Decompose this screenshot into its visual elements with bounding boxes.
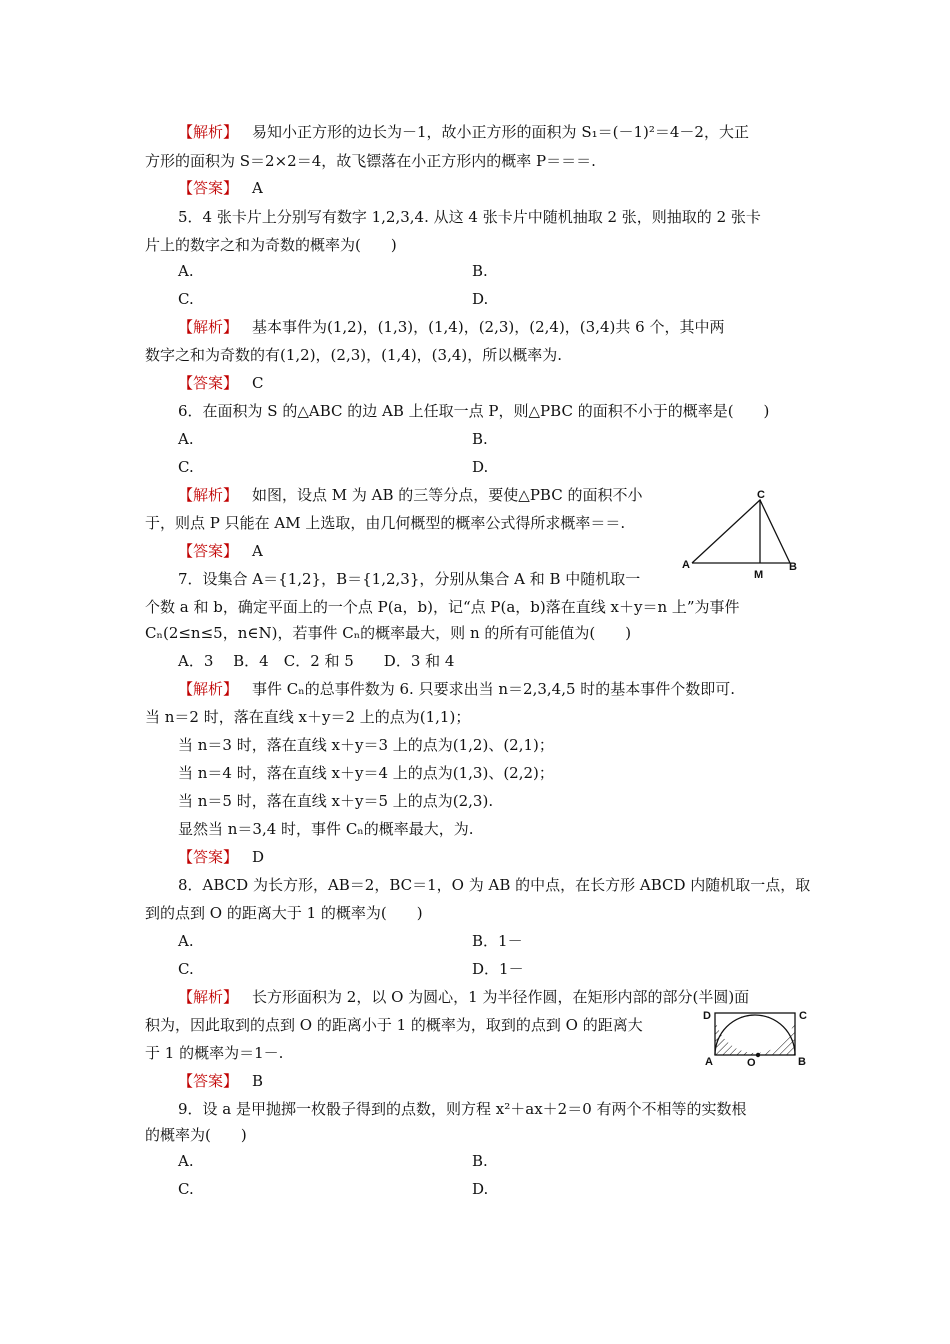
q8-stem-2: 到的点到 O 的距离大于 1 的概率为( ) bbox=[145, 904, 423, 922]
q7-answer-value: D bbox=[252, 848, 265, 866]
triangle-outline bbox=[692, 500, 790, 563]
answer-tag: 【答案】 bbox=[178, 1072, 239, 1090]
q6-analysis-line-2: 于，则点 P 只能在 AM 上选取，由几何概型的概率公式得所求概率＝＝. bbox=[145, 514, 626, 532]
analysis-tag: 【解析】 bbox=[178, 988, 239, 1006]
q5-option-b: B. bbox=[472, 262, 488, 280]
answer-tag: 【答案】 bbox=[178, 179, 239, 197]
label-m: M bbox=[754, 569, 764, 581]
q7-analysis-line-6: 显然当 n＝3,4 时，事件 Cₙ的概率最大，为. bbox=[178, 820, 474, 838]
q9-option-d: D. bbox=[472, 1180, 489, 1198]
q7-analysis-line-5: 当 n＝5 时，落在直线 x＋y＝5 上的点为(2,3). bbox=[178, 792, 494, 810]
analysis-tag: 【解析】 bbox=[178, 318, 239, 336]
q5-answer-value: C bbox=[252, 374, 264, 392]
triangle-figure bbox=[680, 488, 800, 583]
answer-tag: 【答案】 bbox=[178, 542, 239, 560]
q5-stem: 5．4 张卡片上分别写有数字 1,2,3,4. 从这 4 张卡片中随机抽取 2 张，则抽取的 2 张卡 bbox=[178, 208, 761, 226]
q9-option-a: A. bbox=[178, 1152, 194, 1170]
analysis-tag: 【解析】 bbox=[178, 123, 239, 141]
q9-stem: 9．设 a 是甲抛掷一枚骰子得到的点数，则方程 x²＋ax＋2＝0 有两个不相等的实数根 bbox=[178, 1100, 747, 1118]
q4-answer bbox=[178, 177, 263, 199]
q7-options: A．3 B．4 C．2 和 5 D．3 和 4 bbox=[178, 652, 455, 670]
q8-option-a: A. bbox=[178, 932, 194, 950]
q6-option-d: D. bbox=[472, 458, 489, 476]
q6-analysis-text: 如图，设点 M 为 AB 的三等分点，要使△PBC 的面积不小 bbox=[252, 486, 643, 504]
q7-analysis-line-3: 当 n＝3 时，落在直线 x＋y＝3 上的点为(1,2)、(2,1)； bbox=[178, 736, 554, 754]
q5-analysis-text: 基本事件为(1,2)，(1,3)，(1,4)，(2,3)，(2,4)，(3,4)共 6 个，其中两 bbox=[252, 318, 725, 336]
analysis-tag: 【解析】 bbox=[178, 486, 239, 504]
q8-analysis-line-3: 于 1 的概率为＝1－. bbox=[145, 1044, 284, 1062]
q5-answer bbox=[178, 372, 264, 394]
q5-option-a: A. bbox=[178, 262, 194, 280]
q8-analysis-text: 长方形面积为 2，以 O 为圆心，1 为半径作圆，在矩形内部的部分(半圆)面 bbox=[252, 988, 750, 1006]
q5-analysis-line-2: 数字之和为奇数的有(1,2)，(2,3)，(1,4)，(3,4)，所以概率为. bbox=[145, 346, 563, 364]
q7-analysis-text: 事件 Cₙ的总事件数为 6. 只要求出当 n＝2,3,4,5 时的基本事件个数即可. bbox=[252, 680, 736, 698]
hatched-region bbox=[715, 1013, 795, 1055]
q9-stem-2: 的概率为( ) bbox=[145, 1126, 247, 1144]
q8-option-b: B．1－ bbox=[472, 932, 523, 950]
q7-stem-3: Cₙ(2≤n≤5，n∈N)，若事件 Cₙ的概率最大，则 n 的所有可能值为( ) bbox=[145, 624, 632, 642]
q8-option-d: D．1－ bbox=[472, 960, 524, 978]
label-b: B bbox=[789, 561, 797, 573]
q8-answer-value: B bbox=[252, 1072, 264, 1090]
q7-analysis-line bbox=[178, 678, 735, 700]
q8-analysis-line-2: 积为，因此取到的点到 O 的距离小于 1 的概率为，取到的点到 O 的距离大 bbox=[145, 1016, 643, 1034]
analysis-tag: 【解析】 bbox=[178, 680, 239, 698]
q4-analysis-line bbox=[178, 121, 749, 143]
center-point-o bbox=[756, 1053, 760, 1057]
q5-stem-2: 片上的数字之和为奇数的概率为( ) bbox=[145, 236, 397, 254]
label-o: O bbox=[747, 1057, 756, 1069]
q6-stem: 6．在面积为 S 的△ABC 的边 AB 上任取一点 P，则△PBC 的面积不小于的概率是( ) bbox=[178, 402, 770, 420]
q9-option-b: B. bbox=[472, 1152, 488, 1170]
q7-analysis-line-2: 当 n＝2 时，落在直线 x＋y＝2 上的点为(1,1)； bbox=[145, 708, 471, 726]
q8-analysis-line bbox=[178, 986, 749, 1008]
q7-stem: 7．设集合 A＝{1,2}，B＝{1,2,3}，分别从集合 A 和 B 中随机取一 bbox=[178, 570, 641, 588]
label-a: A bbox=[682, 559, 690, 571]
q8-answer bbox=[178, 1070, 263, 1092]
q6-answer bbox=[178, 540, 263, 562]
q5-analysis-line bbox=[178, 316, 724, 338]
label-b: B bbox=[798, 1056, 806, 1068]
answer-tag: 【答案】 bbox=[178, 374, 239, 392]
label-d: D bbox=[703, 1010, 711, 1022]
q6-option-c: C. bbox=[178, 458, 194, 476]
q6-answer-value: A bbox=[252, 542, 263, 560]
q5-option-d: D. bbox=[472, 290, 489, 308]
q7-answer bbox=[178, 846, 264, 868]
q7-stem-2: 个数 a 和 b，确定平面上的一个点 P(a，b)，记“点 P(a，b)落在直线 x＋y＝n 上”为事件 bbox=[145, 598, 740, 616]
q5-option-c: C. bbox=[178, 290, 194, 308]
q9-option-c: C. bbox=[178, 1180, 194, 1198]
q6-option-b: B. bbox=[472, 430, 488, 448]
label-a: A bbox=[705, 1056, 713, 1068]
q4-answer-value: A bbox=[252, 179, 263, 197]
answer-tag: 【答案】 bbox=[178, 848, 239, 866]
q4-analysis-text: 易知小正方形的边长为－1，故小正方形的面积为 S₁＝(－1)²＝4－2，大正 bbox=[252, 123, 749, 141]
q8-stem: 8．ABCD 为长方形，AB＝2，BC＝1，O 为 AB 的中点，在长方形 ABCD 内随机取一点，取 bbox=[178, 876, 811, 894]
q7-analysis-line-4: 当 n＝4 时，落在直线 x＋y＝4 上的点为(1,3)、(2,2)； bbox=[178, 764, 554, 782]
rectangle-semicircle-figure bbox=[700, 1008, 815, 1070]
q4-analysis-line-2: 方形的面积为 S＝2×2＝4，故飞镖落在小正方形内的概率 P＝＝＝. bbox=[145, 152, 596, 170]
q6-option-a: A. bbox=[178, 430, 194, 448]
label-c: C bbox=[799, 1010, 807, 1022]
q8-option-c: C. bbox=[178, 960, 194, 978]
label-c: C bbox=[757, 489, 765, 501]
q6-analysis-line bbox=[178, 484, 642, 506]
